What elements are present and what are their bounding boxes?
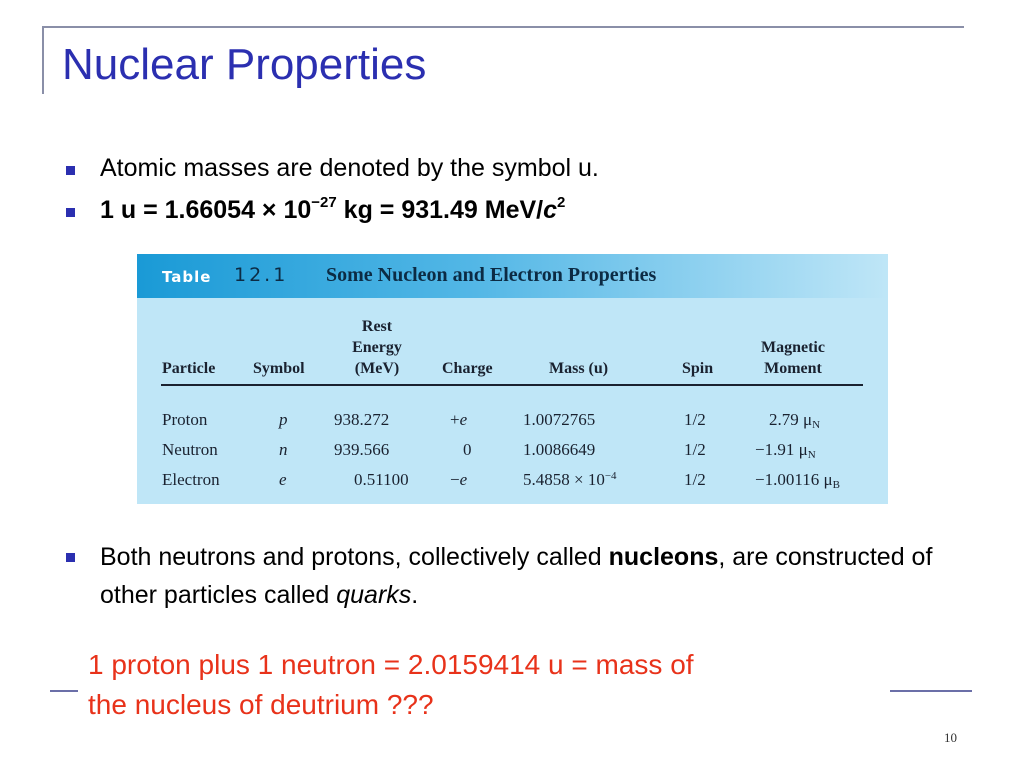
cell-moment <box>769 410 820 431</box>
header-spin: Spin <box>682 360 714 377</box>
charge-sign: 0 <box>463 440 472 459</box>
table-number: 12.1 <box>234 264 289 286</box>
moment-subscript: B <box>832 479 840 491</box>
cell-symbol: n <box>279 440 288 459</box>
slide-title: Nuclear Properties <box>62 40 427 89</box>
bullet-marker <box>66 208 75 217</box>
footer-rule-right <box>890 690 972 692</box>
cell-moment <box>755 440 816 461</box>
bullet-marker <box>66 166 75 175</box>
bullet-text-atomic-masses: Atomic masses are denoted by the symbol u. <box>100 154 599 182</box>
cell-energy: 938.272 <box>334 410 390 429</box>
charge-sign: + <box>450 410 460 429</box>
deuterium-note <box>88 645 848 725</box>
moment-subscript: N <box>812 419 821 431</box>
bullet-text-unit-definition <box>100 196 565 225</box>
cell-spin: 1/2 <box>684 440 706 459</box>
mass-value: 5.4858 × 10 <box>523 470 605 489</box>
page-number: 10 <box>944 730 957 745</box>
cell-particle: Proton <box>162 410 208 429</box>
cell-charge <box>450 410 467 430</box>
footer-rule-left <box>50 690 78 692</box>
quarks-italic: quarks <box>336 581 412 609</box>
frame-left-line <box>42 26 44 94</box>
header-rest-line3: (MeV) <box>354 360 400 377</box>
nucleons-pre: Both neutrons and protons, collectively called <box>100 543 609 571</box>
mass-exponent: −4 <box>604 470 617 482</box>
moment-subscript: N <box>807 449 816 461</box>
cell-energy: 0.51100 <box>354 470 409 489</box>
nucleons-end: . <box>411 581 419 609</box>
header-rest-line2: Energy <box>352 339 402 356</box>
note-line2: the nucleus of deutrium ??? <box>88 689 434 720</box>
nucleons-mid: , are constructed of other particles called <box>100 543 933 609</box>
cell-particle: Neutron <box>162 440 218 459</box>
header-charge: Charge <box>442 360 493 377</box>
header-rest-line1: Rest <box>361 318 393 335</box>
frame-top-line <box>42 26 964 28</box>
cell-moment <box>755 470 840 491</box>
unit-eq-exponent2: 2 <box>557 194 566 211</box>
header-particle: Particle <box>162 360 216 377</box>
unit-eq-exponent: −27 <box>311 194 337 211</box>
charge-sign: − <box>450 470 460 489</box>
cell-mass <box>523 470 617 490</box>
cell-particle: Electron <box>162 470 220 489</box>
header-symbol: Symbol <box>253 360 305 377</box>
header-mass: Mass (u) <box>549 360 609 377</box>
nucleons-bold: nucleons <box>608 543 719 571</box>
moment-value: −1.91 μ <box>755 440 808 459</box>
nucleon-properties-table <box>137 254 888 504</box>
cell-spin: 1/2 <box>684 470 706 489</box>
cell-mass: 1.0072765 <box>523 410 596 429</box>
bullet-marker <box>66 553 75 562</box>
cell-mass: 1.0086649 <box>523 440 596 459</box>
charge-symbol: e <box>459 470 468 489</box>
cell-charge <box>450 470 467 490</box>
moment-value: −1.00116 μ <box>755 470 833 489</box>
moment-value: 2.79 μ <box>769 410 813 429</box>
header-mag-line2: Moment <box>764 360 822 377</box>
unit-eq-prefix: 1 u = 1.66054 × 10 <box>100 196 312 224</box>
header-magnetic-moment <box>750 337 836 379</box>
cell-spin: 1/2 <box>684 410 706 429</box>
charge-symbol: e <box>459 410 468 429</box>
table-header-rule <box>161 384 863 386</box>
table-label: Table <box>162 268 212 286</box>
unit-eq-c: c <box>543 196 558 224</box>
cell-symbol: e <box>279 470 287 489</box>
cell-energy: 939.566 <box>334 440 390 459</box>
cell-charge <box>463 440 472 460</box>
unit-eq-middle: kg = 931.49 MeV/ <box>336 196 544 224</box>
table-title: Some Nucleon and Electron Properties <box>326 264 657 286</box>
note-line1: 1 proton plus 1 neutron = 2.0159414 u = mass of <box>88 649 694 680</box>
cell-symbol: p <box>279 410 288 429</box>
bullet-text-nucleons <box>100 538 940 614</box>
header-mag-line1: Magnetic <box>761 339 825 356</box>
header-rest-energy <box>341 316 413 379</box>
